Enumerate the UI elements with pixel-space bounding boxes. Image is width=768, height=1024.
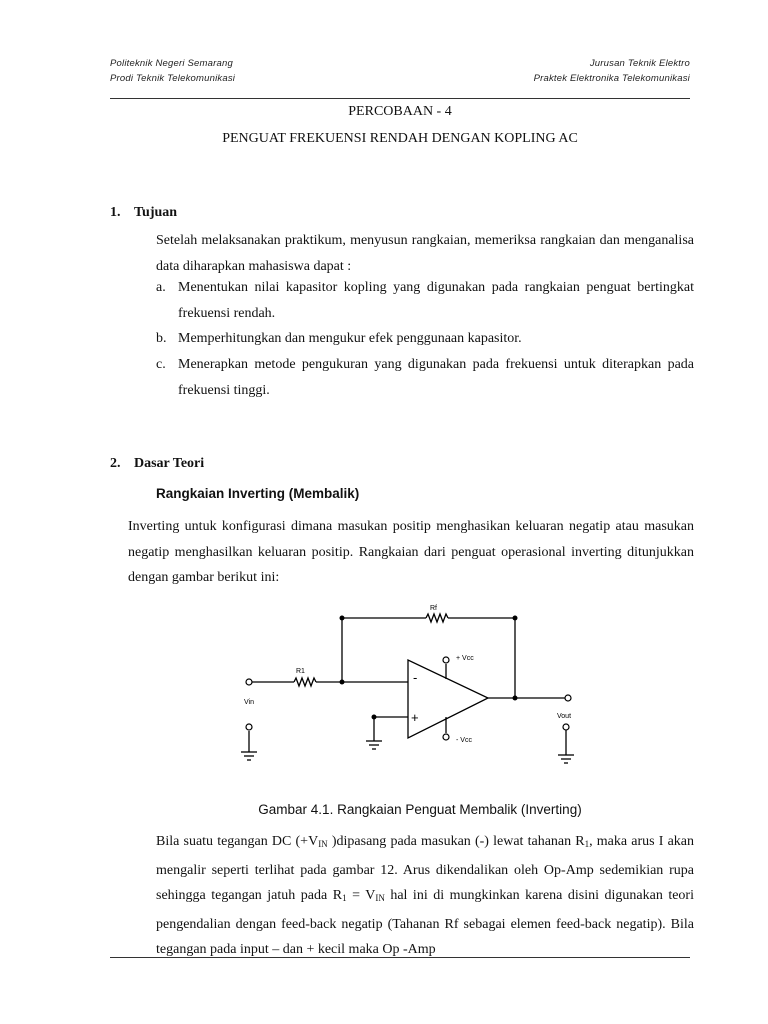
section-title: Dasar Teori <box>134 456 205 471</box>
footer-divider <box>110 957 690 958</box>
junction-dot <box>513 696 518 701</box>
vin-label: Vin <box>244 699 254 706</box>
text-run: Bila suatu tegangan DC (+V <box>156 834 319 849</box>
section-title: Tujuan <box>134 205 178 220</box>
vin-ground-terminal <box>246 724 252 730</box>
junction-dot <box>513 616 518 621</box>
vout-terminal <box>565 695 571 701</box>
subscript: IN <box>375 893 385 903</box>
junction-dot <box>372 715 377 720</box>
subscript: IN <box>318 839 328 849</box>
list-item-text: Menerapkan metode pengukuran yang digunakan pada frekuensi untuk diterapkan pada frekuensi tinggi. <box>178 357 694 398</box>
list-marker: c. <box>156 357 166 372</box>
subsection-heading: Rangkaian Inverting (Membalik) <box>156 486 360 501</box>
section-1-intro: Setelah melaksanakan praktikum, menyusun rangkaian, memeriksa rangkaian dan menganalisa data diharapkan mahasiswa dapat : <box>156 233 694 274</box>
experiment-number: PERCOBAAN - 4 <box>348 104 452 119</box>
vout-label: Vout <box>557 713 572 720</box>
r1-label: R1 <box>296 668 305 675</box>
experiment-title: PENGUAT FREKUENSI RENDAH DENGAN KOPLING AC <box>222 131 578 146</box>
vcc-negative-label: - Vcc <box>456 737 472 744</box>
text-run: = V <box>346 888 376 903</box>
inverting-input-sign: - <box>413 670 418 685</box>
vcc-positive-label: + Vcc <box>456 655 474 662</box>
ground-symbol <box>366 741 382 749</box>
subscript: 1 <box>342 893 347 903</box>
department-name: Jurusan Teknik Elektro <box>589 58 690 69</box>
ground-symbol <box>241 752 257 760</box>
ground-symbol <box>558 755 574 763</box>
program-name: Prodi Teknik Telekomunikasi <box>110 73 236 84</box>
junction-dot <box>340 680 345 685</box>
vcc-negative-terminal <box>443 734 449 740</box>
list-marker: b. <box>156 331 167 346</box>
theory-paragraph: Inverting untuk konfigurasi dimana masukan positip menghasikan keluaran negatip atau masukan negatip menghasilkan keluaran positip. Rangkaian dari penguat operasional inverting ditunjukkan dengan gambar berikut ini: <box>128 519 694 585</box>
junction-dot <box>340 616 345 621</box>
text-run: , maka arus I akan mengalir seperti terlihat pada gambar 12. Arus dikendalikan oleh Op-Amp sedemikian rupa sehingga tegangan jatuh pada R <box>156 834 695 903</box>
section-number: 1. <box>110 205 121 220</box>
vin-terminal <box>246 679 252 685</box>
text-run: )dipasang pada masukan (-) lewat tahanan R <box>327 834 585 849</box>
noninverting-input-sign: + <box>411 710 419 725</box>
vout-ground-terminal <box>563 724 569 730</box>
institution-name: Politeknik Negeri Semarang <box>110 58 233 69</box>
list-item-text: Memperhitungkan dan mengukur efek penggunaan kapasitor. <box>178 331 522 346</box>
vcc-positive-terminal <box>443 657 449 663</box>
section-number: 2. <box>110 456 121 471</box>
figure-caption: Gambar 4.1. Rangkaian Penguat Membalik (Inverting) <box>258 802 582 817</box>
subscript: 1 <box>584 839 590 849</box>
list-marker: a. <box>156 280 166 295</box>
list-item-text: Menentukan nilai kapasitor kopling yang digunakan pada rangkaian penguat bertingkat frekuensi rendah. <box>178 280 694 321</box>
rf-label: Rf <box>430 605 437 612</box>
course-name: Praktek Elektronika Telekomunikasi <box>533 73 690 84</box>
text-run: hal ini di mungkinkan karena disini digunakan teori pengendalian dengan feed-back negatip (Tahanan Rf sebagai elemen feed-back negatip). Bila tegangan pada input – dan + kecil maka Op -Amp <box>156 888 694 957</box>
explanation-paragraph <box>156 829 694 963</box>
